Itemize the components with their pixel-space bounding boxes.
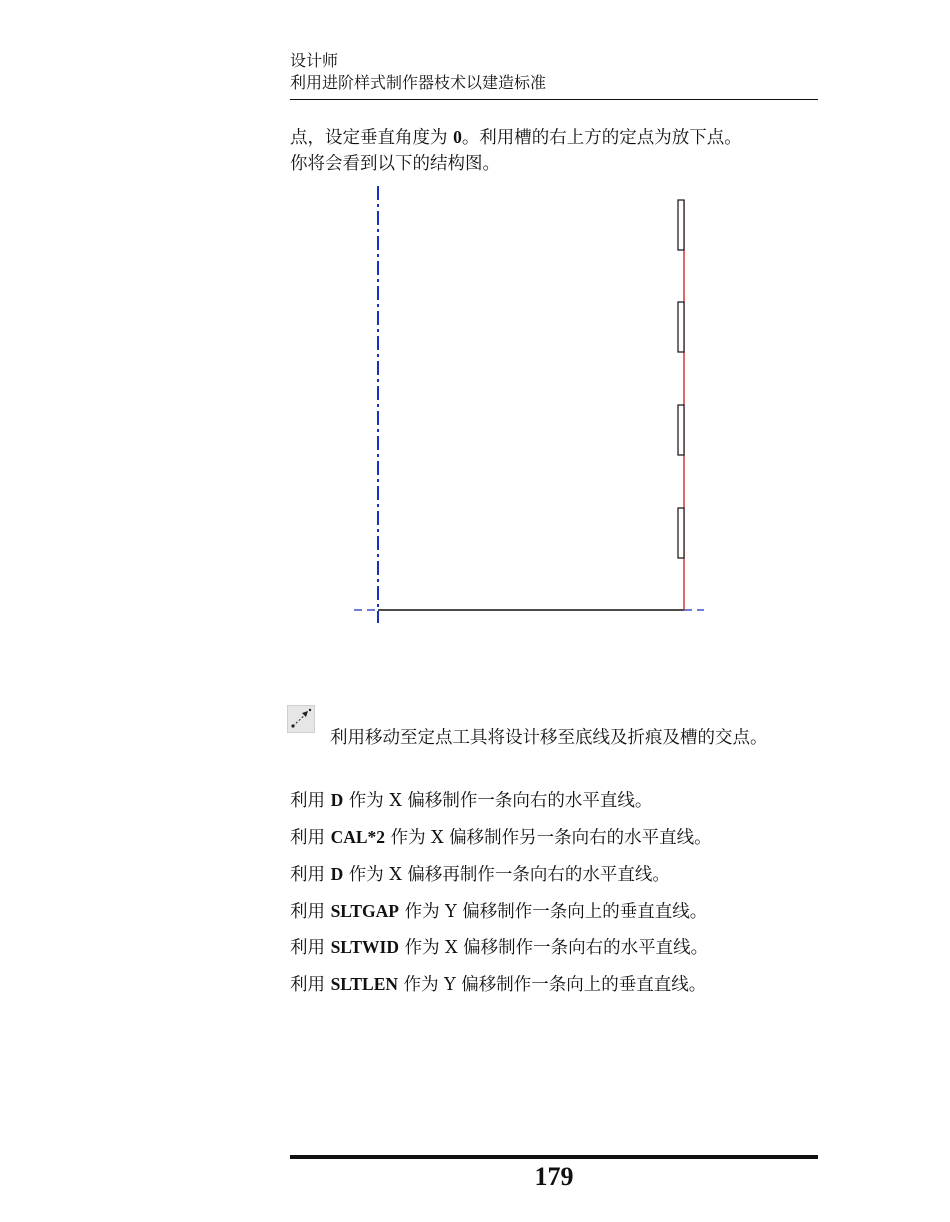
step-text-post: 作为 X 偏移制作一条向右的水平直线。	[399, 938, 709, 958]
intro-paragraph	[290, 124, 830, 177]
step-keyword: D	[330, 864, 344, 884]
step-text-post: 作为 X 偏移制作另一条向右的水平直线。	[385, 828, 712, 848]
step-keyword: SLTGAP	[330, 901, 399, 921]
step-item	[290, 972, 706, 997]
step-text-pre: 利用	[290, 975, 331, 995]
header-subtitle: 利用进阶样式制作器枝术以建造标准	[290, 73, 547, 92]
step-text-pre: 利用	[290, 828, 331, 848]
step-text-post: 作为 Y 偏移制作一条向上的垂直直线。	[399, 902, 708, 922]
step-keyword: SLTWID	[330, 937, 399, 957]
structure-diagram	[340, 182, 720, 632]
step-item	[290, 899, 707, 924]
running-header	[290, 50, 818, 94]
step-text-pre: 利用	[290, 938, 331, 958]
step-text-post: 作为 Y 偏移制作一条向上的垂直直线。	[398, 975, 707, 995]
intro-text-2: 。利用槽的右上方的定点为放下点。	[461, 128, 742, 148]
step-text-pre: 利用	[290, 902, 331, 922]
step-keyword: CAL*2	[330, 827, 386, 847]
intro-text-1: 点，设定垂直角度为	[290, 128, 454, 148]
header-rule	[290, 99, 818, 100]
step-text-pre: 利用	[290, 791, 331, 811]
step-keyword: D	[330, 790, 344, 810]
tool-instruction-text: 利用移动至定点工具将设计移至底线及折痕及槽的交点。	[330, 728, 768, 748]
step-text-pre: 利用	[290, 865, 331, 885]
slot	[678, 405, 684, 455]
step-item	[290, 825, 712, 850]
tool-instruction	[290, 724, 810, 752]
step-text-post: 作为 X 偏移再制作一条向右的水平直线。	[343, 865, 670, 885]
intro-text-3: 你将会看到以下的结构图。	[290, 154, 500, 174]
step-item	[290, 862, 670, 887]
intro-angle-value: 0	[453, 127, 462, 147]
step-item	[290, 935, 708, 960]
footer-rule	[290, 1155, 818, 1159]
step-item	[290, 788, 652, 813]
header-title: 设计师	[290, 51, 339, 70]
slot	[678, 200, 684, 250]
step-text-post: 作为 X 偏移制作一条向右的水平直线。	[343, 791, 653, 811]
page-number: 179	[534, 1162, 574, 1191]
step-keyword: SLTLEN	[330, 974, 399, 994]
slot	[678, 302, 684, 352]
slot	[678, 508, 684, 558]
